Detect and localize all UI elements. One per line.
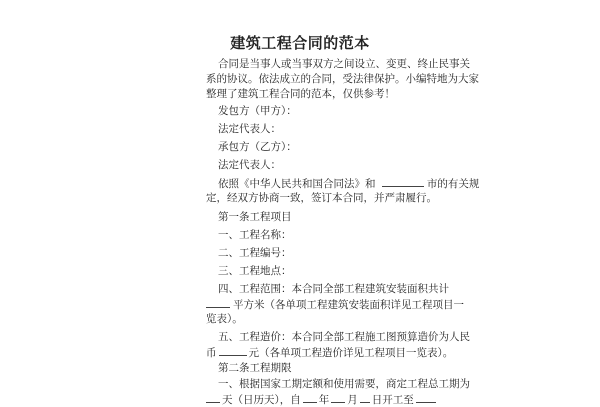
scope-line-3: 览表）。	[206, 313, 243, 325]
basis-line-2: 定，经双方协商一致，签订本合同，并严肃履行。	[206, 192, 437, 204]
contractor-rep-label: 法定代表人：	[218, 159, 281, 171]
days-blank	[206, 392, 220, 403]
cost-blank	[219, 345, 247, 356]
period-text-a: 天（日历天），自	[222, 394, 301, 406]
day-blank	[360, 392, 370, 403]
month-blank	[331, 392, 345, 403]
scope-line-1: 四、工程范围：本合同全部工程建筑安装面积共计	[218, 283, 449, 295]
basis-text-b: 市的有关规	[426, 178, 480, 190]
cost-text-a: 币	[206, 347, 217, 359]
year-blank	[303, 392, 317, 403]
cost-line-2	[206, 345, 454, 360]
intro-line-3: 整理了建筑工程合同的范本，仅供参考！	[206, 88, 395, 100]
project-location-label: 三、工程地点：	[218, 265, 292, 277]
project-name-label: 一、工程名称：	[218, 229, 292, 241]
cost-text-b: 元（各单项工程造价详见工程项目一览表）。	[248, 347, 454, 359]
scope-line-2	[206, 297, 464, 312]
end-blank	[416, 392, 436, 403]
contractor-label: 承包方（乙方）：	[218, 141, 297, 153]
basis-text-a: 依照《中华人民共和国合同法》和	[218, 178, 376, 190]
intro-line-1: 合同是当事人或当事双方之间设立、变更、终止民事关	[218, 58, 470, 70]
period-text-c: 月	[347, 394, 358, 406]
document-title: 建筑工程合同的范本	[230, 34, 370, 52]
scope-text-b: 平方米（各单项工程建筑安装面积详见工程项目一	[233, 299, 464, 311]
article1-heading: 第一条工程项目	[218, 211, 292, 223]
article2-heading: 第二条工程期限	[218, 362, 292, 374]
basis-line-1	[218, 176, 480, 191]
project-number-label: 二、工程编号：	[218, 247, 292, 259]
employer-rep-label: 法定代表人：	[218, 123, 281, 135]
cost-line-1: 五、工程造价：本合同全部工程施工图预算造价为人民	[218, 331, 470, 343]
area-blank	[206, 297, 230, 308]
intro-line-2: 系的协议。依法成立的合同，受法律保护。小编特地为大家	[206, 73, 479, 85]
employer-label: 发包方（甲方）：	[218, 105, 297, 117]
period-line-1: 一、根据国家工期定额和使用需要，商定工程总工期为	[218, 378, 470, 390]
period-text-d: 日开工至	[371, 394, 414, 406]
city-blank	[382, 176, 424, 187]
period-text-b: 年	[318, 394, 330, 406]
